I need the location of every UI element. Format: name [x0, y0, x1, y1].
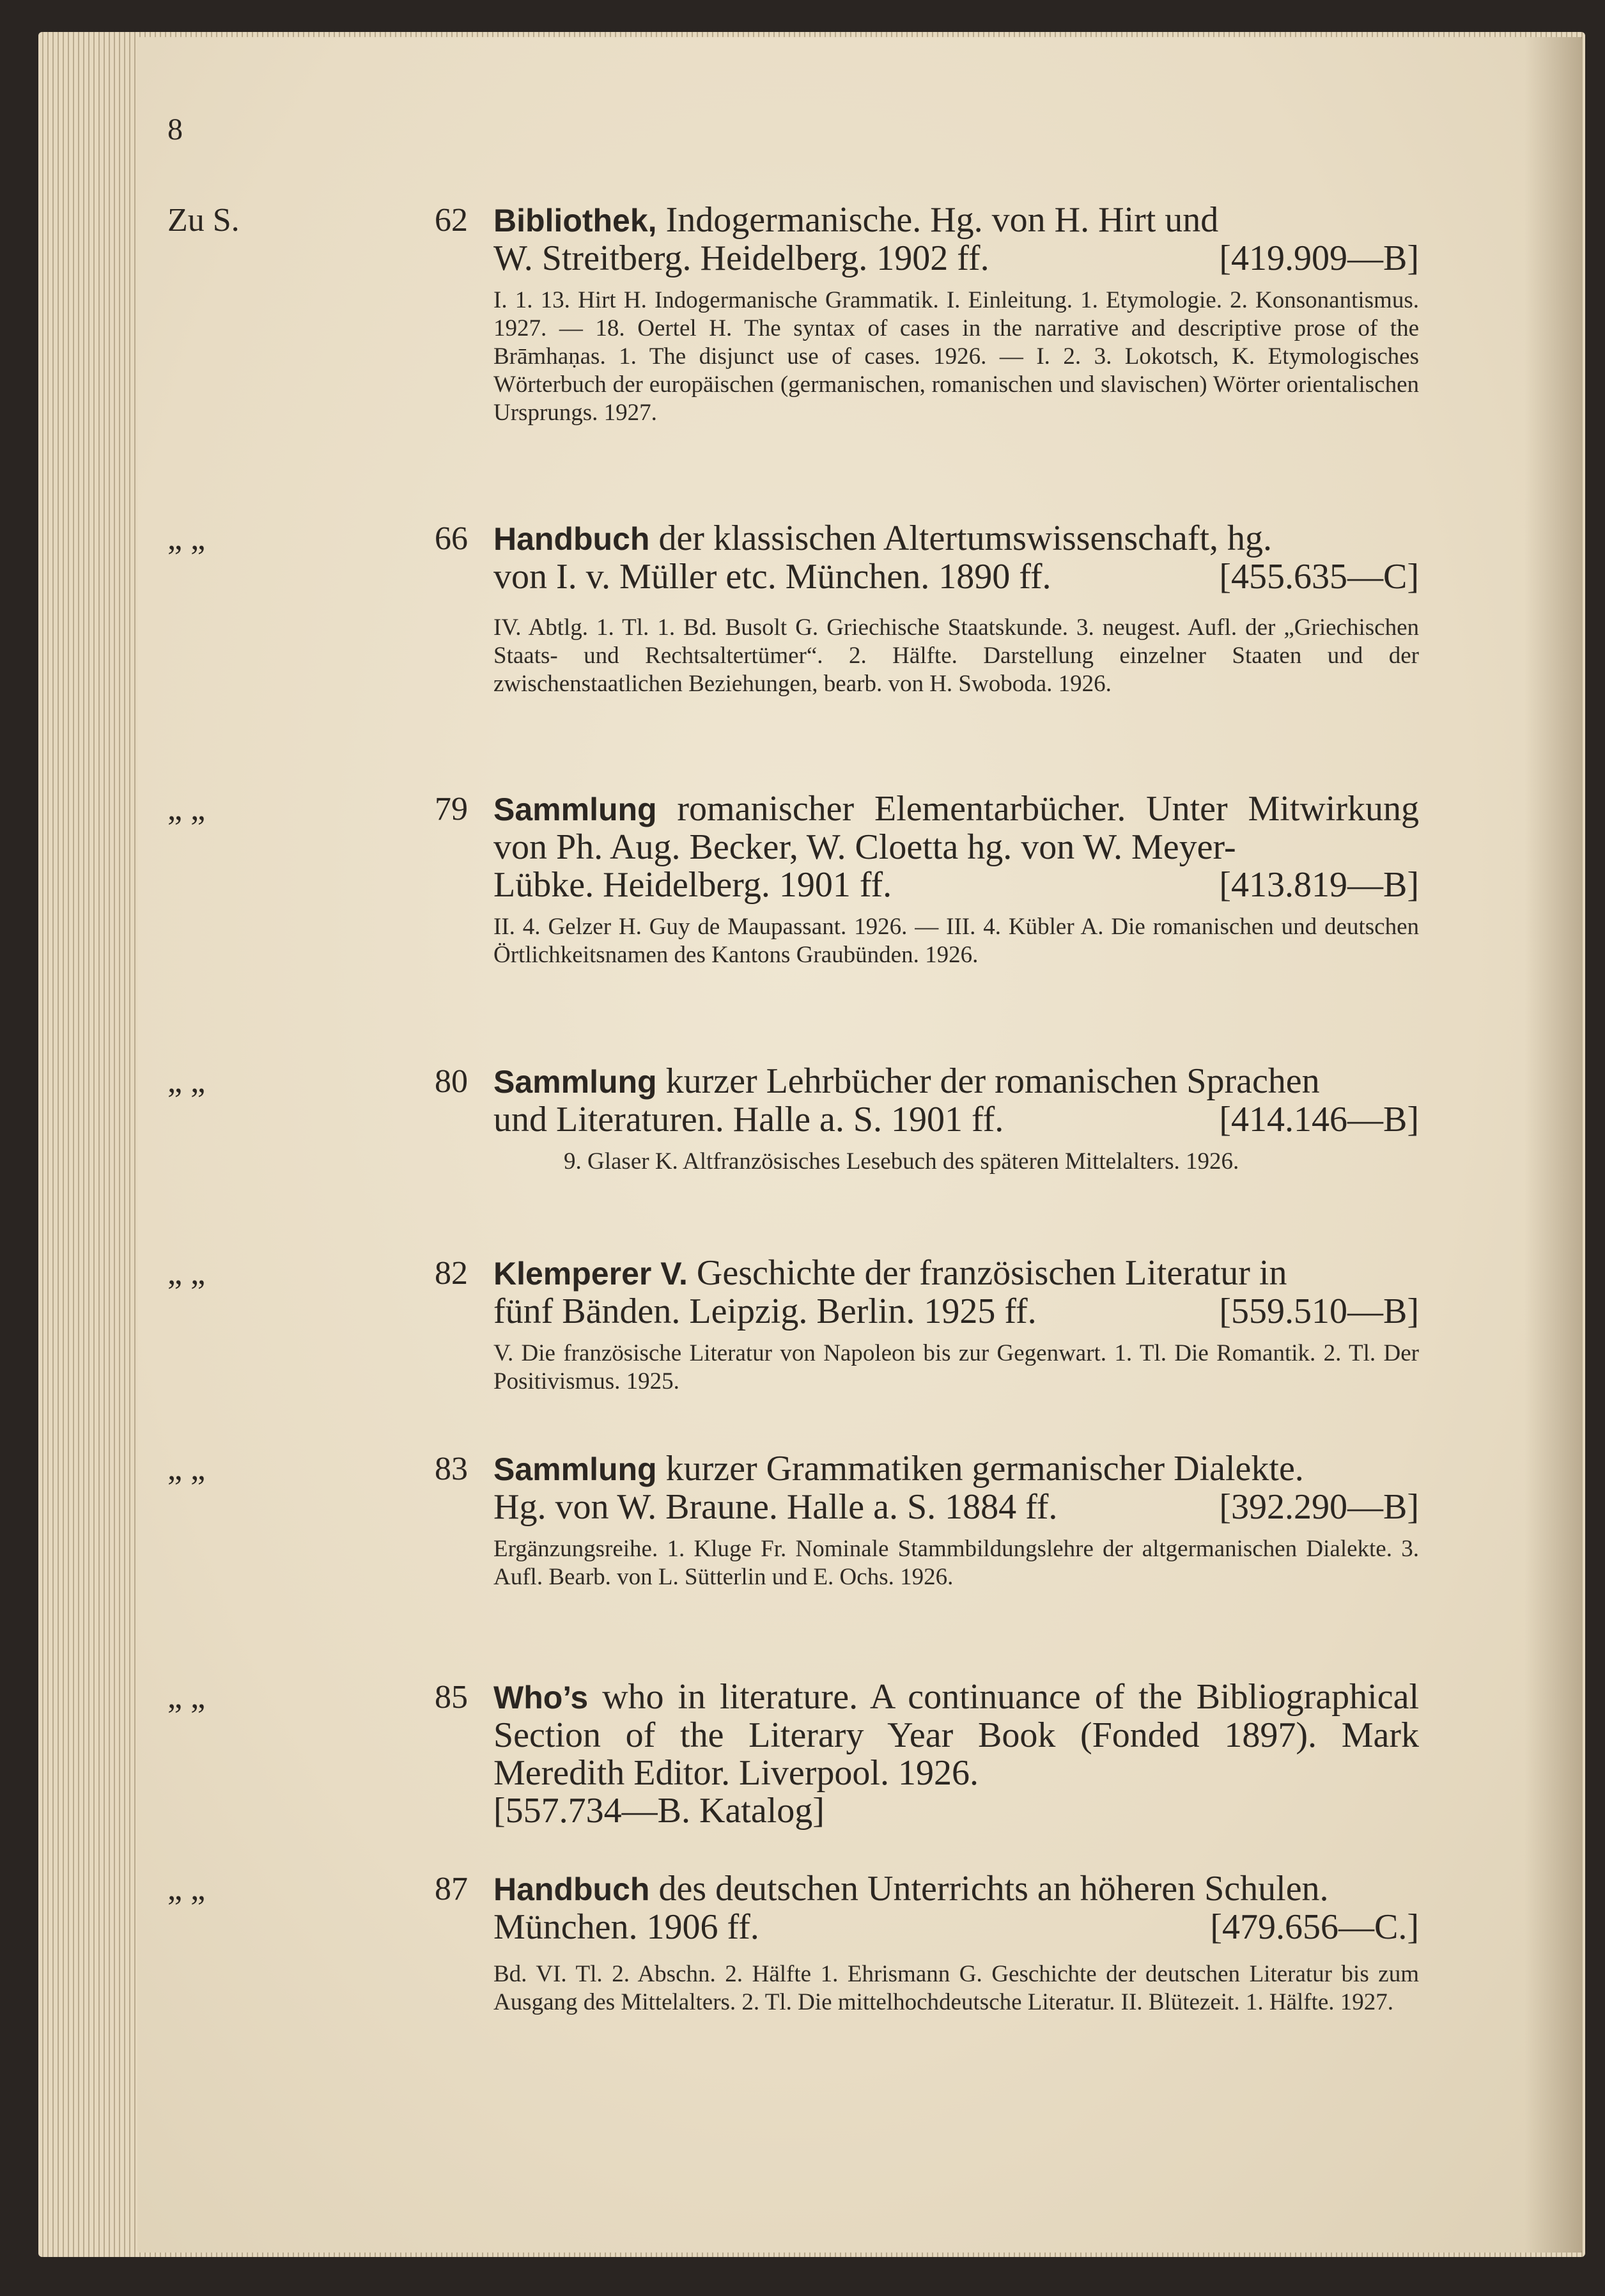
entry-ref-page: 79 — [435, 791, 468, 827]
entry-signature-line — [493, 1293, 1419, 1331]
entry-line-1: der klassischen Altertumswissenschaft, hg. — [658, 519, 1273, 558]
entry-body — [493, 790, 1419, 969]
shelf-mark: [414.146—B] — [1219, 1100, 1419, 1139]
entry-line-1: Indogermanische. Hg. von H. Hirt und — [665, 200, 1219, 240]
entry-ref-prefix: „ „ — [167, 1871, 206, 1907]
entry-body — [493, 1678, 1419, 1830]
entry-note: V. Die französische Literatur von Napoleon bis zur Gegenwart. 1. Tl. Die Romantik. 2. Tl. Der Positivismus. 1925. — [493, 1340, 1419, 1394]
entry-signature-line — [493, 1488, 1419, 1526]
entry-body — [493, 1450, 1419, 1591]
entry-line-2: Hg. von W. Braune. Halle a. S. 1884 ff. — [493, 1487, 1058, 1527]
entry-line-2: W. Streitberg. Heidelberg. 1902 ff. — [493, 238, 989, 278]
entry-signature-line — [493, 866, 1419, 904]
entry-title — [493, 201, 1419, 240]
entry-line-1: Geschichte der französischen Literatur in — [696, 1253, 1287, 1293]
page-number: 8 — [167, 113, 183, 146]
entry-line-1: des deutschen Unterrichts an höheren Schulen. — [658, 1869, 1329, 1909]
entry-body — [493, 1063, 1419, 1176]
entry-note: IV. Abtlg. 1. Tl. 1. Bd. Busolt G. Griechische Staatskunde. 3. neugest. Aufl. der „Griechischen Staats- und Rechtsaltertümer“. 2. Hälfte. Darstellung einzelner Staaten und der zwischenstaatlichen Beziehungen, bearb. von H. Swoboda. 1926. — [493, 614, 1419, 697]
shelf-mark: [557.734—B. Katalog] — [493, 1791, 825, 1831]
shelf-mark: [413.819—B] — [1219, 865, 1419, 905]
entry-ref-prefix: „ „ — [167, 520, 206, 557]
entry-title — [493, 790, 1419, 866]
shelf-mark: [479.656—C.] — [1210, 1907, 1419, 1947]
entry-ref-prefix: „ „ — [167, 1255, 206, 1292]
entry-ref-page: 80 — [435, 1063, 468, 1100]
entry-note: I. 1. 13. Hirt H. Indogermanische Grammatik. I. Einleitung. 1. Etymologie. 2. Konsonantismus. 1927. — 18. Oertel H. The syntax of cases in the narrative and descriptive prose of the Brāmhaṇas. 1. The disjunct use of cases. 1926. — I. 2. 3. Lokotsch, K. Etymologisches Wörterbuch der europäischen (germanischen, romanischen und slavischen) Wörter orientalischen Ursprungs. 1927. — [493, 287, 1419, 426]
entry-title — [493, 1678, 1419, 1792]
entry-line-1: romanischer Elementarbücher. Unter Mitwirkung von Ph. Aug. Becker, W. Cloetta hg. von W. Meyer- — [493, 789, 1420, 867]
entry-ref-prefix: „ „ — [167, 1063, 206, 1100]
entry-ref-page: 85 — [435, 1679, 468, 1715]
entry-line-1: kurzer Grammatiken germanischer Dialekte. — [665, 1449, 1304, 1488]
shelf-mark: [455.635—C] — [1219, 557, 1419, 597]
entry-reference — [167, 790, 468, 829]
entry-reference — [167, 1254, 468, 1293]
entry-body — [493, 1254, 1419, 1396]
entry-signature-line — [493, 1909, 1419, 1946]
entry-line-2: Lübke. Heidelberg. 1901 ff. — [493, 865, 892, 905]
entry-title — [493, 1870, 1419, 1909]
entry-line-2: fünf Bänden. Leipzig. Berlin. 1925 ff. — [493, 1292, 1037, 1331]
entry-note: II. 4. Gelzer H. Guy de Maupassant. 1926. — III. 4. Kübler A. Die romanischen und deutschen Örtlichkeitsnamen des Kantons Graubünden. 1926. — [493, 914, 1419, 968]
entry-note: Bd. VI. Tl. 2. Abschn. 2. Hälfte 1. Ehrismann G. Geschichte der deutschen Literatur bis zum Ausgang des Mittelalters. 2. Tl. Die mittelhochdeutsche Literatur. II. Blütezeit. 1. Hälfte. 1927. — [493, 1961, 1419, 2015]
entry-ref-prefix: Zu S. — [167, 202, 240, 238]
entry-body — [493, 520, 1419, 698]
entry-title — [493, 1450, 1419, 1488]
entry-heading: Who’s — [493, 1680, 589, 1715]
entry-reference — [167, 520, 468, 558]
entry-reference — [167, 1450, 468, 1488]
entry-reference — [167, 1678, 468, 1717]
entry-title — [493, 520, 1419, 558]
entry-line-2: München. 1906 ff. — [493, 1907, 759, 1947]
entry-line-2: von I. v. Müller etc. München. 1890 ff. — [493, 557, 1051, 597]
entry-title — [493, 1063, 1419, 1101]
shelf-mark: [419.909—B] — [1219, 238, 1419, 278]
entry-body — [493, 1870, 1419, 2017]
entry-heading: Bibliothek, — [493, 203, 657, 238]
entry-ref-prefix: „ „ — [167, 791, 206, 827]
entry-signature-line — [493, 558, 1419, 596]
entry-line-1: who in literature. A continuance of the Bibliographical Section of the Literary Year Book (Fonded 1897). Mark Meredith Editor. Liverpool. 1926. — [493, 1677, 1420, 1793]
entry-signature-line — [493, 240, 1419, 277]
entry-heading: Sammlung — [493, 1064, 657, 1100]
entry-heading: Klemperer V. — [493, 1256, 688, 1292]
entry-ref-page: 82 — [435, 1255, 468, 1292]
entry-signature-line — [493, 1792, 1419, 1830]
entry-reference — [167, 201, 468, 240]
shelf-mark: [559.510—B] — [1219, 1292, 1419, 1331]
entry-ref-page: 62 — [435, 202, 468, 238]
entry-ref-prefix: „ „ — [167, 1451, 206, 1487]
entry-ref-page: 66 — [435, 520, 468, 557]
entry-heading: Handbuch — [493, 521, 650, 557]
entry-line-1: kurzer Lehrbücher der romanischen Sprachen — [665, 1061, 1320, 1101]
entry-body — [493, 201, 1419, 427]
entry-ref-page: 83 — [435, 1451, 468, 1487]
entry-heading: Sammlung — [493, 792, 657, 827]
entry-heading: Sammlung — [493, 1451, 657, 1487]
shelf-mark: [392.290—B] — [1219, 1487, 1419, 1527]
entry-line-2: und Literaturen. Halle a. S. 1901 ff. — [493, 1100, 1004, 1139]
entry-ref-page: 87 — [435, 1871, 468, 1907]
entry-heading: Handbuch — [493, 1871, 650, 1907]
entry-ref-prefix: „ „ — [167, 1679, 206, 1715]
entry-title — [493, 1254, 1419, 1293]
entry-reference — [167, 1063, 468, 1101]
entry-note: Ergänzungsreihe. 1. Kluge Fr. Nominale Stammbildungslehre der altgermanischen Dialekte. 3. Aufl. Bearb. von L. Sütterlin und E. Ochs. 1926. — [493, 1536, 1419, 1590]
entry-reference — [167, 1870, 468, 1909]
entry-note: 9. Glaser K. Altfranzösisches Lesebuch des späteren Mittelalters. 1926. — [564, 1148, 1239, 1175]
entry-signature-line — [493, 1101, 1419, 1139]
